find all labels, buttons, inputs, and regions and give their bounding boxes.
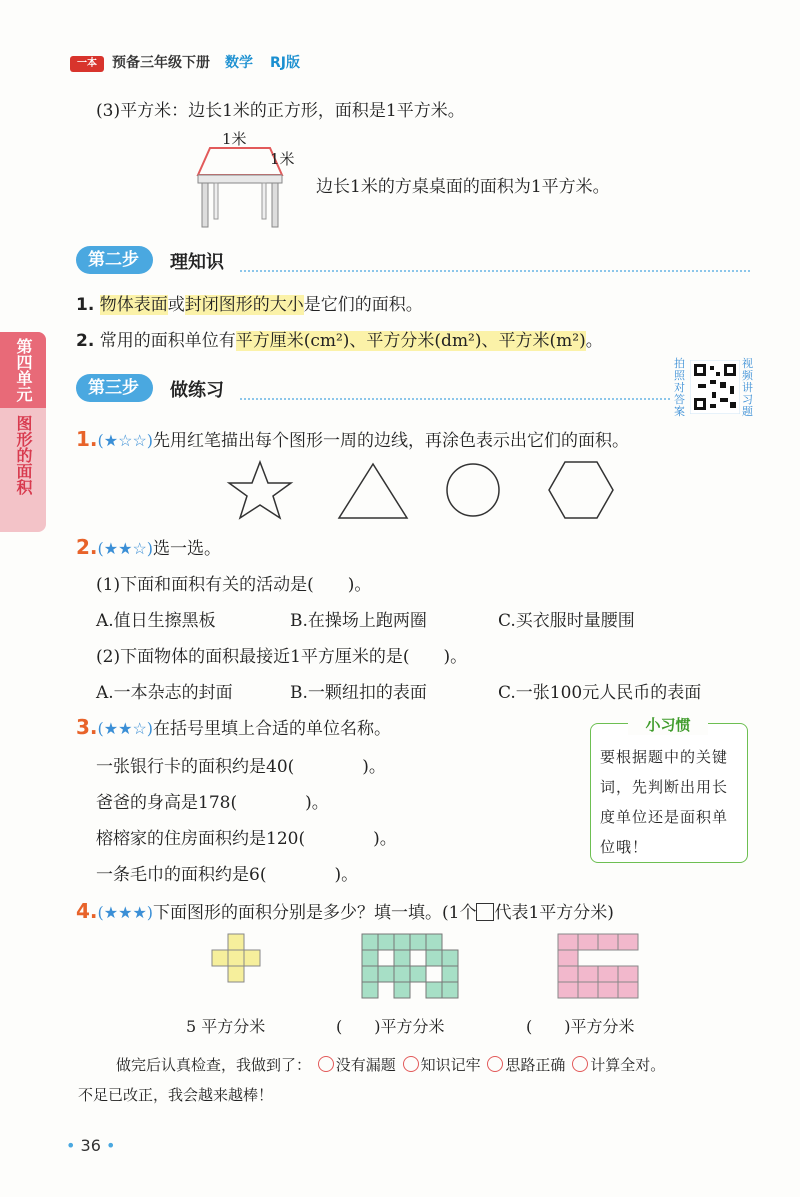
- page-number-value: 36: [80, 1136, 101, 1155]
- page-number: [66, 1136, 115, 1155]
- question-text: 先用红笔描出每个图形一周的边线，再涂色表示出它们的面积。: [153, 431, 630, 451]
- text: 常用的面积单位有: [99, 331, 236, 351]
- cross-figure: [212, 934, 260, 982]
- step-2-title: 理知识: [170, 252, 224, 273]
- q3-line[interactable]: 爸爸的身高是178( )。: [96, 793, 329, 813]
- hexagon-shape: [549, 462, 613, 518]
- q3-line[interactable]: 榕榕家的住房面积约是120( )。: [96, 829, 397, 849]
- question-text: 选一选。: [153, 539, 222, 559]
- check-item: 思路正确: [505, 1056, 566, 1074]
- check-circle-icon[interactable]: [572, 1056, 588, 1072]
- question-number: 1.: [76, 427, 98, 451]
- answer-1: 5 平方分米: [186, 1017, 266, 1036]
- table-top-label: 1米: [222, 130, 247, 148]
- check-circle-icon[interactable]: [403, 1056, 419, 1072]
- step-3-badge: 第三步: [76, 374, 153, 402]
- divider: [240, 270, 750, 272]
- highlight: 封闭图形的大小: [184, 295, 304, 315]
- highlight: 平方厘米(cm²)、平方分米(dm²)、平方米(m²): [235, 331, 586, 351]
- q3-line[interactable]: 一张银行卡的面积约是40( )。: [96, 757, 386, 777]
- intro-line-3-text: (3)平方米：边长1米的正方形，面积是1平方米。: [96, 101, 465, 121]
- check-item: 计算全对。: [590, 1056, 666, 1074]
- q2-sub-2: (2)下面物体的面积最接近1平方厘米的是( )。: [96, 647, 468, 667]
- question-1: [76, 426, 629, 451]
- table-caption: 边长1米的方桌桌面的面积为1平方米。: [316, 177, 610, 197]
- table-side-label: 1米: [270, 150, 295, 168]
- q2-option-b[interactable]: B.一颗纽扣的表面: [290, 683, 427, 703]
- qr-code-icon[interactable]: [690, 360, 740, 414]
- q2-option-a[interactable]: A.一本杂志的封面: [96, 683, 233, 703]
- q2-option-c[interactable]: C.买衣服时量腰围: [498, 611, 635, 631]
- dot-icon: •: [66, 1136, 76, 1155]
- question-4: [76, 898, 614, 923]
- check-circle-icon[interactable]: [487, 1056, 503, 1072]
- question-2: [76, 534, 221, 559]
- book-title: 预备三年级下册: [112, 55, 210, 71]
- check-item: 知识记牢: [420, 1056, 481, 1074]
- question-number: 4.: [76, 899, 98, 923]
- question-text: 下面图形的面积分别是多少？填一填。(1个: [153, 903, 477, 923]
- divider: [240, 398, 670, 400]
- triangle-shape: [339, 464, 407, 518]
- q2-sub-1: (1)下面和面积有关的活动是( )。: [96, 575, 372, 595]
- subject-label: 数学: [225, 55, 253, 71]
- grid-figures: [200, 930, 650, 1000]
- knowledge-point-2: [76, 326, 603, 351]
- q2-option-c[interactable]: C.一张100元人民币的表面: [498, 683, 702, 703]
- difficulty-stars: (★★☆): [97, 539, 154, 558]
- difficulty-stars: (★★☆): [97, 719, 154, 738]
- highlight: 物体表面: [99, 295, 168, 315]
- intro-line-3: [96, 96, 465, 121]
- question-number: 3.: [76, 715, 98, 739]
- self-check-closing: 不足已改正，我会越来越棒！: [78, 1086, 274, 1104]
- check-circle-icon[interactable]: [318, 1056, 334, 1072]
- tip-heading: 小习惯: [628, 714, 708, 735]
- sidebar-unit: 第四单元: [0, 332, 46, 408]
- difficulty-stars: (★☆☆): [97, 431, 154, 450]
- answer-2[interactable]: ( )平方分米: [336, 1017, 445, 1036]
- star-shape: [229, 462, 291, 518]
- point-num: 2.: [76, 331, 95, 351]
- point-num: 1.: [76, 295, 95, 315]
- step-3-title: 做练习: [170, 380, 224, 401]
- circle-shape: [447, 464, 499, 516]
- edition-label: RJ版: [270, 55, 300, 71]
- tip-text: 要根据题中的关键词，先判断出用长度单位还是面积单位哦！: [600, 748, 729, 856]
- series-badge: 一本: [70, 56, 104, 72]
- difficulty-stars: (★★★): [97, 903, 154, 922]
- m-figure: [362, 934, 458, 998]
- unit-square-icon: [476, 903, 494, 921]
- self-check-intro: 做完后认真检查，我做到了：: [116, 1056, 312, 1074]
- q3-line[interactable]: 一条毛巾的面积约是6( )。: [96, 865, 359, 885]
- qr-right-label: 视频讲习题: [742, 357, 753, 418]
- text: 是它们的面积。: [303, 295, 423, 315]
- question-text: 在括号里填上合适的单位名称。: [153, 719, 392, 739]
- check-item: 没有漏题: [335, 1056, 396, 1074]
- question-text: 代表1平方分米): [494, 903, 614, 923]
- qr-left-label: 拍照对答案: [674, 357, 685, 418]
- dot-icon: •: [105, 1136, 116, 1155]
- sidebar-topic: 图形的面积: [14, 415, 33, 495]
- self-check-line: [116, 1054, 665, 1075]
- knowledge-point-1: [76, 290, 423, 315]
- q2-option-a[interactable]: A.值日生擦黑板: [96, 611, 216, 631]
- question-number: 2.: [76, 535, 98, 559]
- shapes-row: [225, 458, 625, 522]
- text: 。: [585, 331, 603, 351]
- question-3: [76, 714, 391, 739]
- step-2-badge: 第二步: [76, 246, 153, 274]
- c-figure: [558, 934, 638, 998]
- q2-option-b[interactable]: B.在操场上跑两圈: [290, 611, 427, 631]
- answer-3[interactable]: ( )平方分米: [526, 1017, 635, 1036]
- text: 或: [167, 295, 185, 315]
